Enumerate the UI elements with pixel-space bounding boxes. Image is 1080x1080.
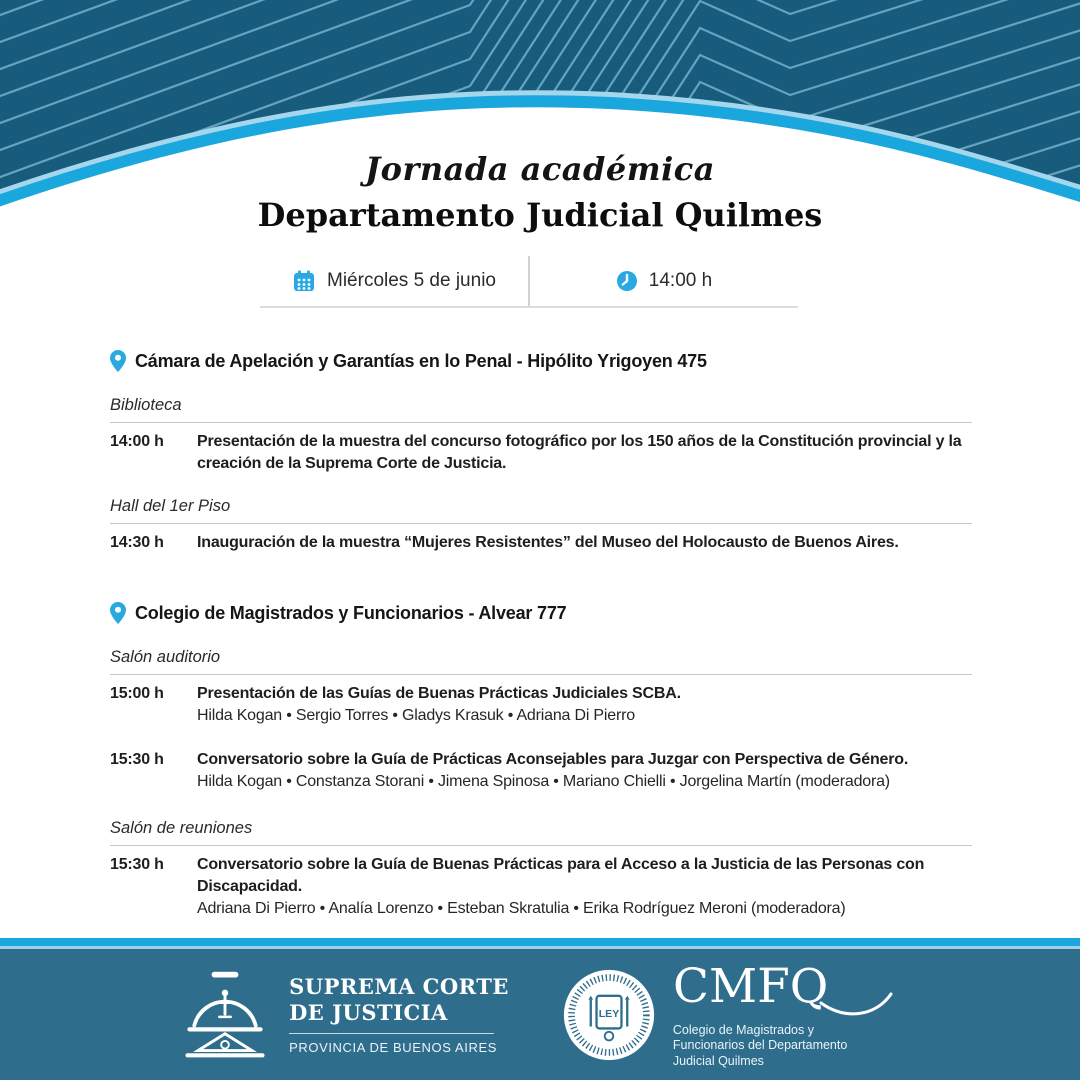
scj-logo-text [289, 974, 509, 1055]
program [110, 348, 972, 920]
event-title-text: Presentación de las Guías de Buenas Prácticas Judiciales SCBA. [197, 685, 681, 702]
event-row [110, 854, 972, 920]
cmfq-line1: Colegio de Magistrados y [672, 1022, 814, 1037]
venue-heading-1 [110, 348, 972, 374]
cmfq-acronym: CMFQ [672, 959, 829, 1014]
cmfq-logo [561, 960, 903, 1070]
scj-line2: DE JUSTICIA [289, 1000, 448, 1025]
event-details [197, 749, 972, 793]
event-row [110, 532, 972, 554]
event-title-text: Conversatorio sobre la Guía de Prácticas Aconsejables para Juzgar con Perspectiva de Género. [197, 751, 909, 768]
footer-accent-stripe [0, 938, 1080, 946]
event-details [197, 854, 972, 920]
event-row [110, 683, 972, 727]
scj-divider [289, 1033, 494, 1034]
room-label-reuniones: Salón de reuniones [110, 817, 972, 846]
datetime-bar [260, 256, 798, 308]
event-speakers: Adriana Di Pierro • Analía Lorenzo • Esteban Skratulia • Erika Rodríguez Meroni (moderadora) [197, 900, 846, 917]
date-cell [260, 256, 530, 306]
clock-icon [616, 270, 638, 292]
courthouse-dome-icon [177, 967, 273, 1063]
event-speakers: Hilda Kogan • Sergio Torres • Gladys Krasuk • Adriana Di Pierro [197, 707, 635, 724]
event-title-text: Presentación de la muestra del concurso fotográfico por los 150 años de la Constitución provincial y la creación de la Suprema Corte de Justicia. [197, 433, 962, 472]
cmfq-line3: Judicial Quilmes [672, 1053, 764, 1068]
event-details [197, 532, 972, 554]
event-speakers: Hilda Kogan • Constanza Storani • Jimena Spinosa • Mariano Chielli • Jorgelina Martín (moderadora) [197, 773, 890, 790]
event-title-text: Conversatorio sobre la Guía de Buenas Prácticas para el Acceso a la Justicia de las Personas con Discapacidad. [197, 856, 925, 895]
event-time-label: 14:30 h [110, 534, 164, 551]
event-title-text: Inauguración de la muestra “Mujeres Resistentes” del Museo del Holocausto de Buenos Aires. [197, 534, 899, 551]
cmfq-logo-text [673, 960, 903, 1070]
time-cell [530, 256, 798, 306]
scj-line1: SUPREMA CORTE [289, 974, 509, 999]
event-date: Miércoles 5 de junio [327, 270, 496, 291]
cmfq-wordmark [673, 960, 903, 1016]
event-subtitle: Jornada académica [364, 150, 715, 188]
event-time-label: 14:00 h [110, 433, 164, 450]
map-pin-icon [110, 602, 126, 624]
event-row [110, 431, 972, 475]
room-label-auditorio: Salón auditorio [110, 646, 972, 675]
event-time: 14:00 h [648, 270, 713, 291]
cmfq-line2: Funcionarios del Departamento [672, 1038, 848, 1053]
event-time-label: 15:30 h [110, 856, 164, 873]
event-title: Departamento Judicial Quilmes [257, 196, 823, 234]
calendar-icon [292, 269, 316, 293]
scj-line3: PROVINCIA DE BUENOS AIRES [289, 1040, 497, 1055]
event-row [110, 749, 972, 793]
footer [0, 949, 1080, 1080]
cmfq-seal-icon [561, 967, 657, 1063]
seal-ley-text: LEY [598, 1007, 620, 1020]
event-time-label: 15:00 h [110, 685, 164, 702]
venue-name: Cámara de Apelación y Garantías en lo Penal - Hipólito Yrigoyen 475 [135, 351, 707, 371]
event-time-label: 15:30 h [110, 751, 164, 768]
event-details [197, 683, 972, 727]
map-pin-icon [110, 350, 126, 372]
scj-logo [177, 967, 509, 1063]
event-details [197, 431, 972, 475]
venue-heading-2 [110, 600, 972, 626]
venue-name: Colegio de Magistrados y Funcionarios - Alvear 777 [135, 603, 567, 623]
room-label-hall: Hall del 1er Piso [110, 495, 972, 524]
room-label-biblioteca: Biblioteca [110, 394, 972, 423]
